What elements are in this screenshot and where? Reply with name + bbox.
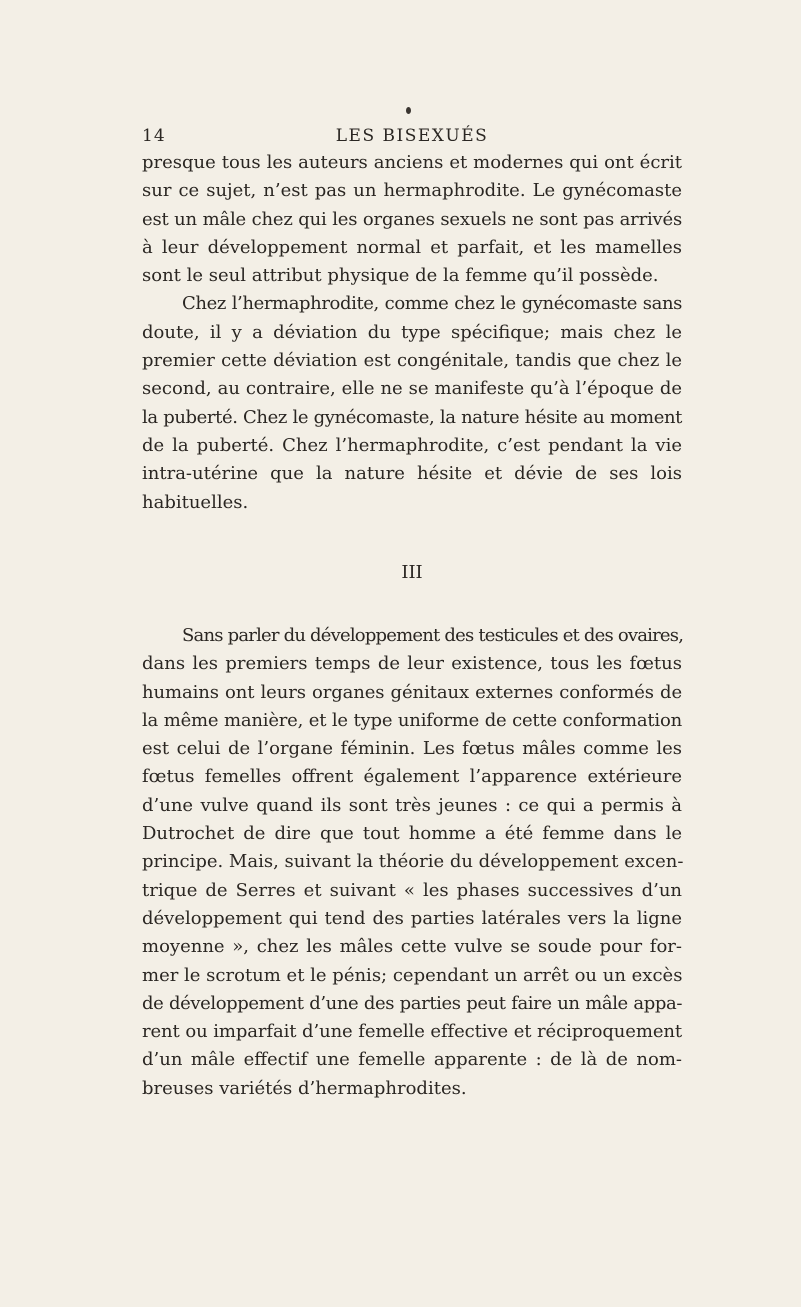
text-line: rent ou imparfait d’une femelle effective et réciproquement	[142, 1021, 682, 1043]
text-line: d’une vulve quand ils sont très jeunes : ce qui a permis à	[142, 794, 682, 816]
text-line: dans les premiers temps de leur existence, tous les fœtus	[142, 653, 682, 675]
text-line: la puberté. Chez le gynécomaste, la nature hésite au moment	[142, 406, 682, 428]
text-line: sur ce sujet, n’est pas un hermaphrodite. Le gynécomaste	[142, 180, 682, 202]
text-line: second, au contraire, elle ne se manifeste qu’à l’époque de	[142, 378, 682, 400]
text-line: développement qui tend des parties latérales vers la ligne	[142, 907, 682, 929]
text-block-top	[142, 149, 682, 517]
text-line: doute, il y a déviation du type spécifique; mais chez le	[142, 321, 682, 343]
text-line: moyenne », chez les mâles cette vulve se soude pour for-	[142, 936, 682, 958]
text-line: à leur développement normal et parfait, et les mamelles	[142, 236, 682, 258]
text-line: intra-utérine que la nature hésite et dévie de ses lois	[142, 463, 682, 485]
text-line: est celui de l’organe féminin. Les fœtus mâles comme les	[142, 738, 682, 760]
text-line: principe. Mais, suivant la théorie du développement excen-	[142, 851, 684, 873]
running-title: LES BISEXUÉS	[335, 126, 489, 146]
text-line: trique de Serres et suivant « les phases successives d’un	[142, 879, 682, 901]
text-line: premier cette déviation est congénitale, tandis que chez le	[142, 350, 682, 372]
paragraph-continued	[142, 149, 682, 290]
text-line: Sans parler du développement des testicules et des ovaires,	[182, 625, 684, 646]
text-line: mer le scrotum et le pénis; cependant un arrêt ou un excès	[142, 964, 683, 986]
text-line: fœtus femelles offrent également l’apparence extérieure	[142, 766, 682, 788]
text-line: la même manière, et le type uniforme de cette conformation	[142, 709, 682, 731]
text-line: d’un mâle effectif une femelle apparente : de là de nom-	[142, 1049, 682, 1071]
text-line: Chez l’hermaphrodite, comme chez le gynécomaste sans	[182, 293, 682, 315]
text-line: humains ont leurs organes génitaux externes conformés de	[142, 681, 682, 703]
page-number: 14	[142, 126, 166, 146]
text-line: Dutrochet de dire que tout homme a été femme dans le	[142, 823, 682, 845]
text-line: breuses variétés d’hermaphrodites.	[142, 1077, 467, 1099]
text-line: est un mâle chez qui les organes sexuels ne sont pas arrivés	[142, 208, 682, 230]
text-line: presque tous les auteurs anciens et modernes qui ont écrit	[142, 152, 682, 173]
text-line: sont le seul attribut physique de la femme qu’il possède.	[142, 265, 659, 287]
text-line: de développement d’une des parties peut faire un mâle appa-	[142, 992, 682, 1014]
paragraph	[142, 622, 682, 1103]
ink-speck	[406, 107, 411, 114]
section-number: III	[401, 562, 423, 583]
paragraph	[142, 290, 682, 516]
text-line: de la puberté. Chez l’hermaphrodite, c’est pendant la vie	[142, 434, 682, 456]
text-block-bottom	[142, 622, 682, 1103]
text-line: habituelles.	[142, 491, 249, 513]
